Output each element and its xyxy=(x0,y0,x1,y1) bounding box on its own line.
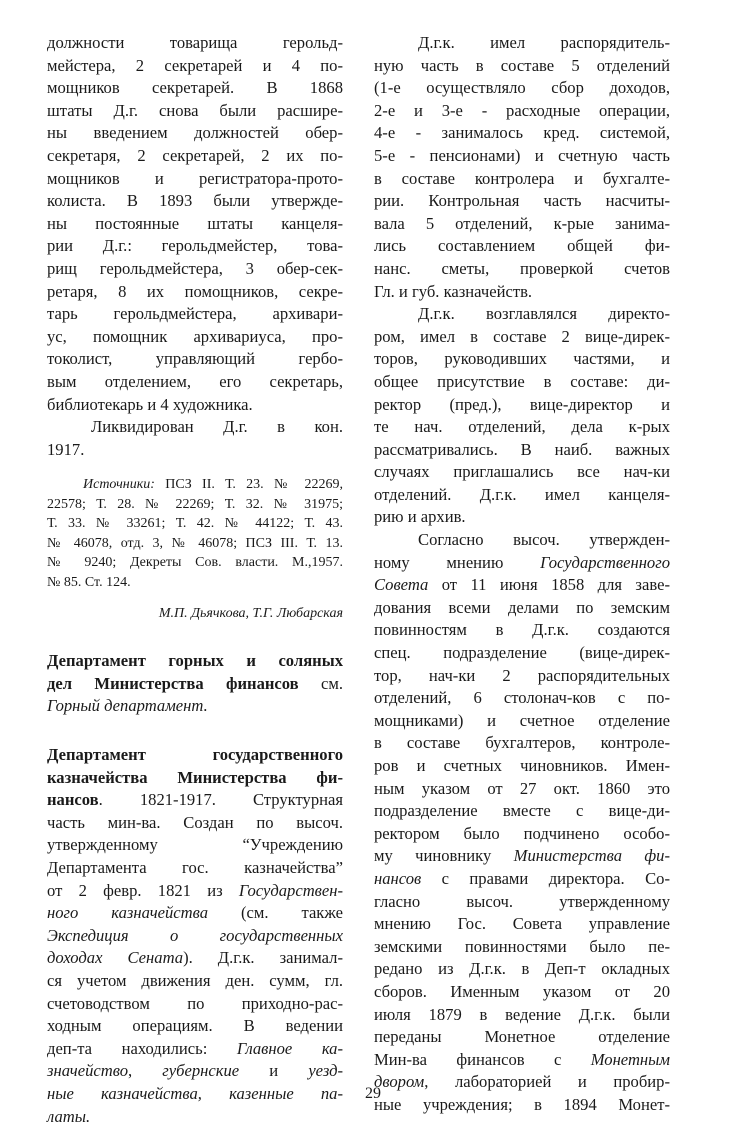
text-line: повинностям в Д.г.к. создаются xyxy=(374,620,670,640)
text-line: Департамента гос. казначейства” xyxy=(47,858,343,878)
cross-reference-link[interactable]: нансов xyxy=(374,868,422,888)
text-line: ного казначейства (см. также xyxy=(47,903,343,923)
cross-reference-link[interactable]: Главное ка- xyxy=(236,1038,343,1058)
text-line: ны постоянные штаты канцеля- xyxy=(47,213,343,233)
text-line: му чиновнику Министерства фи- xyxy=(374,846,670,866)
text-line: мейстера, 2 секретарей и 4 по- xyxy=(47,55,343,75)
entry-title: дел Министерства финансов см. xyxy=(47,673,343,693)
cross-reference-link[interactable]: ного казначейства xyxy=(47,903,209,923)
text-line: сборов. Именным указом от 20 xyxy=(374,981,670,1001)
text-line: рию и архив. xyxy=(374,507,466,527)
cross-reference-link[interactable]: Совета xyxy=(374,575,429,595)
text-line: в составе контролера и бухгалте- xyxy=(374,168,670,188)
text-line: земскими повинностями было пе- xyxy=(374,936,670,956)
text-line: двором, лабораторией и пробир- xyxy=(374,1072,670,1092)
text-line: доходах Сената). Д.г.к. занимал- xyxy=(47,948,343,968)
text-line: № 46078, отд. 3, № 46078; ПСЗ III. Т. 13. xyxy=(47,535,343,551)
text-line: редано из Д.г.к. в Деп-т окладных xyxy=(374,959,670,979)
text-line: Совета от 11 июня 1858 для заве- xyxy=(374,575,670,595)
text-line: Мин-ва финансов с Монетным xyxy=(374,1049,670,1069)
text-line: гласно высоч. утвержденному xyxy=(374,891,670,911)
text-line: рии. Контрольная часть насчиты- xyxy=(374,191,670,211)
text-line: ром, имел в составе 2 вице-дирек- xyxy=(374,326,670,346)
text-line: 4-е - занималось кред. системой, xyxy=(374,123,670,143)
article-authors: М.П. Дьячкова, Т.Г. Любарская xyxy=(158,606,343,622)
text-line: лись составлением общей фи- xyxy=(374,236,670,256)
paragraph-staff xyxy=(47,32,343,416)
text-line: отделений, 6 столонач-ков с по- xyxy=(374,688,670,708)
text-line: штаты Д.г. снова были расшире- xyxy=(47,100,343,120)
cross-reference-link[interactable]: Государствен- xyxy=(238,880,343,900)
text-line: (1-е осуществляло сбор доходов, xyxy=(374,78,670,98)
text-line: случаях приглашались все нач-ки xyxy=(374,462,670,482)
text-line: Ликвидирован Д.г. в кон. xyxy=(91,417,343,437)
entry-mining-salt-dept xyxy=(47,650,343,718)
text-line: нансов с правами директора. Со- xyxy=(374,868,670,888)
cross-reference-link[interactable]: Монетным xyxy=(590,1049,670,1069)
text-line: Д.г.к. возглавлялся директо- xyxy=(418,304,670,324)
text-line: ректором было подчинено особо- xyxy=(374,823,670,843)
text-line: нансов. 1821-1917. Структурная xyxy=(47,790,343,810)
text-line: часть мин-ва. Создан по высоч. xyxy=(47,812,343,832)
text-line: июля 1879 в ведение Д.г.к. были xyxy=(374,1004,670,1024)
sources-block xyxy=(47,475,343,592)
entry-title: казначейства Министерства фи- xyxy=(47,767,343,787)
text-line: мощников и регистратора-прото- xyxy=(47,168,343,188)
text-line: рищ герольдмейстера, 3 обер-сек- xyxy=(47,258,343,278)
text-line: переданы Монетное отделение xyxy=(374,1027,670,1047)
cross-reference-link[interactable]: Горный департамент. xyxy=(47,696,208,716)
cross-reference-link[interactable]: Государственного xyxy=(540,552,670,572)
text-line: рассматривались. В наиб. важных xyxy=(374,439,670,459)
cross-reference-link[interactable]: уезд- xyxy=(308,1061,343,1081)
text-line: отделений. Д.г.к. имел канцеля- xyxy=(374,484,670,504)
text-line: Д.г.к. имел распорядитель- xyxy=(418,33,670,52)
cross-reference-link[interactable]: Министерства фи- xyxy=(513,846,670,866)
text-line: 1917. xyxy=(47,439,85,459)
text-line: нанс. сметы, проверкой счетов xyxy=(374,258,670,278)
text-line: мощниками) и счетное отделение xyxy=(374,710,670,730)
sources-label: Источники: xyxy=(83,477,155,493)
cross-reference-link[interactable]: губернские xyxy=(162,1061,240,1081)
text-line: деп-та находились: Главное ка- xyxy=(47,1038,343,1058)
text-line: подразделение вместе с вице-ди- xyxy=(374,801,670,821)
text-line: Согласно высоч. утвержден- xyxy=(418,530,670,550)
text-line: Т. 33. № 33261; Т. 42. № 44122; Т. 43. xyxy=(47,516,343,532)
text-line: ные учреждения; в 1894 Монет- xyxy=(374,1094,670,1114)
text-line: № 9240; Декреты Сов. власти. М.,1957. xyxy=(47,555,343,571)
text-line: Гл. и губ. казначейств. xyxy=(374,281,533,301)
text-line: секретаря, 2 секретарей, 2 их по- xyxy=(47,145,343,165)
paragraph-history xyxy=(374,529,670,1116)
text-line xyxy=(47,925,343,948)
cross-reference-link[interactable]: доходах Сената xyxy=(47,948,184,968)
cross-reference-link[interactable]: ные казначейства, казенные па- xyxy=(47,1083,343,1103)
text-line: мнению Гос. Совета управление xyxy=(374,914,670,934)
entry-state-treasury-dept xyxy=(47,744,343,1128)
text-line: утвержденному “Учреждению xyxy=(47,835,343,855)
text-line: тор, нач-ки 2 распорядительных xyxy=(374,665,670,685)
text-line: счетоводством по приходно-рас- xyxy=(47,993,343,1013)
entry-title: Департамент горных и соляных xyxy=(47,651,343,671)
text-line: мощников секретарей. В 1868 xyxy=(47,78,343,98)
text-line: вым отделением, его секретарь, xyxy=(47,371,343,391)
text-line: библиотекарь и 4 художника. xyxy=(47,394,253,414)
text-line: колиста. В 1893 были утвержде- xyxy=(47,191,343,211)
paragraph-structure xyxy=(374,32,670,303)
text-line: вала 5 отделений, к-рые занима- xyxy=(374,213,670,233)
text-line: ным указом от 27 окт. 1860 это xyxy=(374,778,670,798)
text-line: Источники: ПСЗ II. Т. 23. № 22269, xyxy=(83,477,343,493)
text-line: 2-е и 3-е - расходные операции, xyxy=(374,100,670,120)
text-line: дования всеми делами по земским xyxy=(374,597,670,617)
text-line: ходным операциям. В ведении xyxy=(47,1016,343,1036)
right-column xyxy=(374,32,670,1117)
text-line: ретаря, 8 их помощников, секре- xyxy=(47,281,343,301)
paragraph-leadership xyxy=(374,303,670,529)
entry-title: Департамент государственного xyxy=(47,745,343,765)
text-line: ному мнению Государственного xyxy=(374,552,670,572)
text-line: 22578; Т. 28. № 22269; Т. 32. № 31975; xyxy=(47,496,343,512)
text-line: от 2 февр. 1821 из Государствен- xyxy=(47,880,343,900)
text-line: значейство, губернские и уезд- xyxy=(47,1061,343,1081)
text-line: ректор (пред.), вице-директор и xyxy=(374,394,670,414)
text-line: 5-е - пенсионами) и счетную часть xyxy=(374,145,670,165)
text-line: должности товарища герольд- xyxy=(47,33,343,52)
text-line: № 85. Ст. 124. xyxy=(47,574,131,590)
text-line: рии Д.г.: герольдмейстер, това- xyxy=(47,236,343,256)
cross-reference-link[interactable]: двором xyxy=(374,1072,425,1092)
text-line: ны введением должностей обер- xyxy=(47,123,343,143)
cross-reference-link[interactable]: латы. xyxy=(47,1106,91,1126)
text-line: торов, руководивших частями, и xyxy=(374,349,670,369)
paragraph-liquidation xyxy=(47,416,343,461)
text-line: тарь герольдмейстера, архивари- xyxy=(47,304,343,324)
cross-reference-link[interactable]: Экспедиция о государственных xyxy=(47,925,343,945)
page-number: 29 xyxy=(365,1085,381,1102)
text-line xyxy=(47,1106,343,1129)
left-column xyxy=(47,32,343,1128)
text-line: в составе бухгалтеров, контроле- xyxy=(374,733,670,753)
text-line: токолист, управляющий гербо- xyxy=(47,349,343,369)
text-line: общее присутствие в составе: ди- xyxy=(374,371,670,391)
text-line: ся учетом движения ден. сумм, гл. xyxy=(47,971,343,990)
text-line: спец. подразделение (вице-дирек- xyxy=(374,643,670,663)
text-line: ную часть в составе 5 отделений xyxy=(374,55,670,75)
text-line: ров и счетных чиновников. Имен- xyxy=(374,756,670,775)
text-line: ус, помощник архивариуса, про- xyxy=(47,326,343,346)
text-line: те нач. отделений, дела к-рых xyxy=(374,417,670,437)
cross-reference-link[interactable]: значейство xyxy=(47,1061,128,1081)
